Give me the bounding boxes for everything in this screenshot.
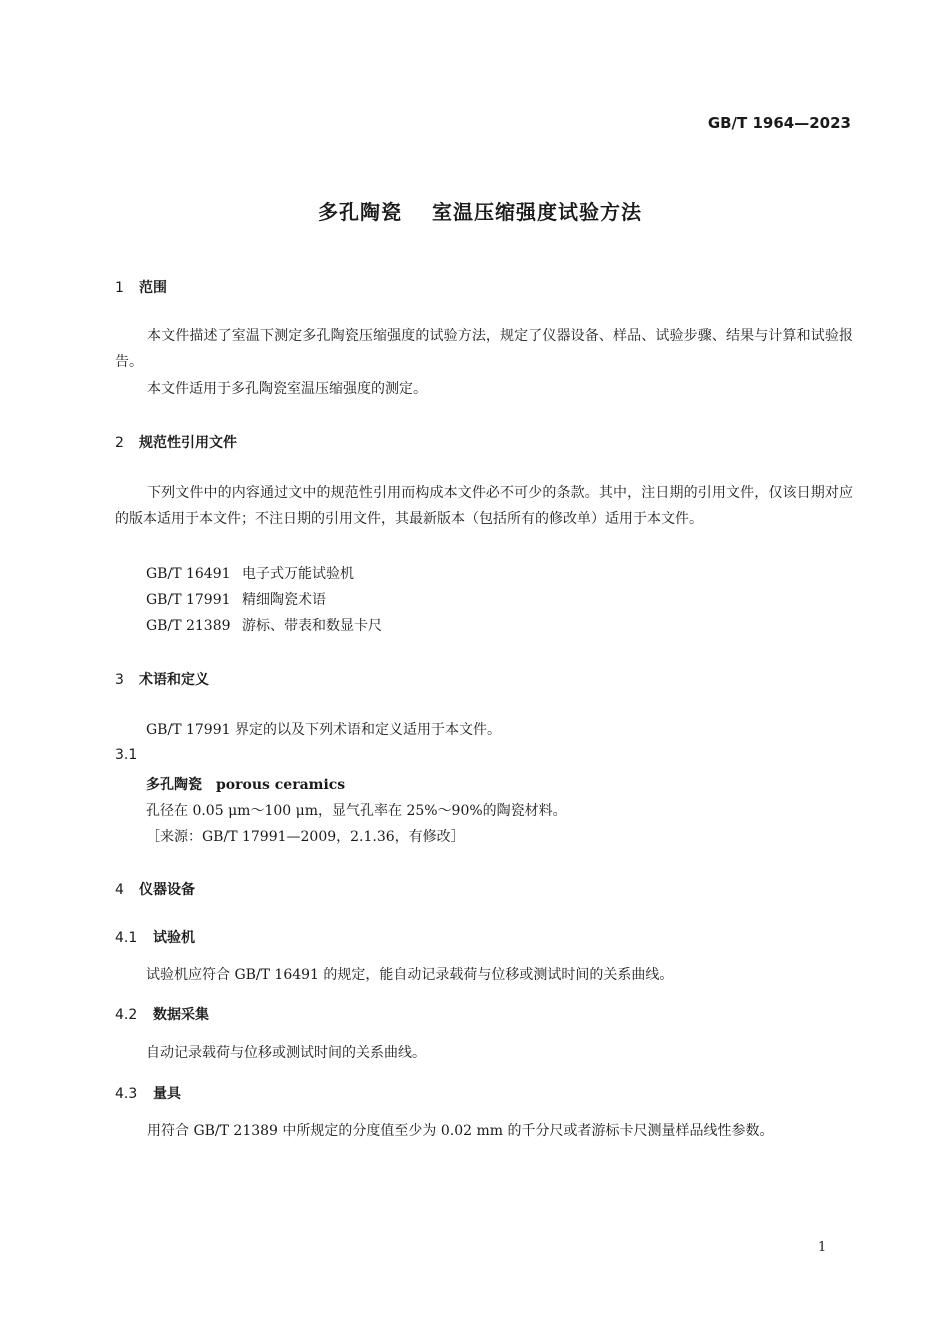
- document-title: [0, 196, 950, 225]
- section-3-number: 3: [115, 672, 124, 688]
- term-entry: [146, 774, 345, 794]
- term-definition: 孔径在 0.05 μm～100 μm，显气孔率在 25%～90%的陶瓷材料。: [146, 803, 567, 819]
- section-2-title: 规范性引用文件: [139, 435, 237, 451]
- section-4-1-number: 4.1: [115, 930, 138, 946]
- section-4-2-heading: [115, 1004, 209, 1024]
- section-4-3-number: 4.3: [115, 1086, 138, 1102]
- term-english: porous ceramics: [216, 777, 346, 793]
- reference-item: [146, 615, 382, 635]
- standard-code: GB/T 1964—2023: [707, 114, 851, 132]
- page-number: 1: [818, 1240, 827, 1255]
- section-4-1-title: 试验机: [153, 930, 195, 946]
- section-1-paragraph-2: 本文件适用于多孔陶瓷室温压缩强度的测定。: [147, 381, 427, 397]
- section-1-title: 范围: [139, 280, 167, 296]
- reference-item: [146, 563, 354, 583]
- section-4-heading: [115, 879, 195, 899]
- section-4-3-title: 量具: [153, 1086, 181, 1102]
- section-3-1-number: 3.1: [115, 747, 138, 763]
- section-4-2-paragraph: 自动记录载荷与位移或测试时间的关系曲线。: [146, 1045, 426, 1061]
- term-source: ［来源：GB/T 17991—2009，2.1.36，有修改］: [146, 829, 465, 845]
- section-4-2-title: 数据采集: [153, 1007, 209, 1023]
- reference-code: GB/T 16491: [146, 566, 231, 582]
- section-3-paragraph-1: GB/T 17991 界定的以及下列术语和定义适用于本文件。: [146, 722, 501, 738]
- section-3-heading: [115, 669, 209, 689]
- title-part-2: 室温压缩强度试验方法: [432, 200, 642, 224]
- reference-item: [146, 589, 326, 609]
- reference-name: 电子式万能试验机: [242, 566, 354, 582]
- section-4-1-paragraph: 试验机应符合 GB/T 16491 的规定，能自动记录载荷与位移或测试时间的关系曲线。: [146, 967, 674, 983]
- reference-name: 游标、带表和数显卡尺: [242, 618, 382, 634]
- section-4-2-number: 4.2: [115, 1007, 138, 1023]
- reference-name: 精细陶瓷术语: [242, 592, 326, 608]
- title-part-1: 多孔陶瓷: [318, 200, 402, 224]
- section-1-heading: [115, 277, 167, 297]
- section-3-title: 术语和定义: [139, 672, 209, 688]
- section-1-paragraph-1: 本文件描述了室温下测定多孔陶瓷压缩强度的试验方法，规定了仪器设备、样品、试验步骤、结果与计算和试验报告。: [115, 328, 853, 370]
- section-4-3-paragraph: 用符合 GB/T 21389 中所规定的分度值至少为 0.02 mm 的千分尺或者游标卡尺测量样品线性参数。: [147, 1123, 774, 1139]
- reference-code: GB/T 21389: [146, 618, 231, 634]
- section-4-3-heading: [115, 1083, 181, 1103]
- section-4-1-heading: [115, 927, 195, 947]
- reference-code: GB/T 17991: [146, 592, 231, 608]
- section-2-heading: [115, 432, 237, 452]
- section-4-number: 4: [115, 882, 124, 898]
- term-chinese: 多孔陶瓷: [146, 777, 202, 793]
- section-4-title: 仪器设备: [139, 882, 195, 898]
- section-2-number: 2: [115, 435, 124, 451]
- section-1-number: 1: [115, 280, 124, 296]
- section-2-paragraph-1: 下列文件中的内容通过文中的规范性引用而构成本文件必不可少的条款。其中，注日期的引用文件，仅该日期对应的版本适用于本文件；不注日期的引用文件，其最新版本（包括所有的修改单）适用于本文件。: [115, 485, 853, 527]
